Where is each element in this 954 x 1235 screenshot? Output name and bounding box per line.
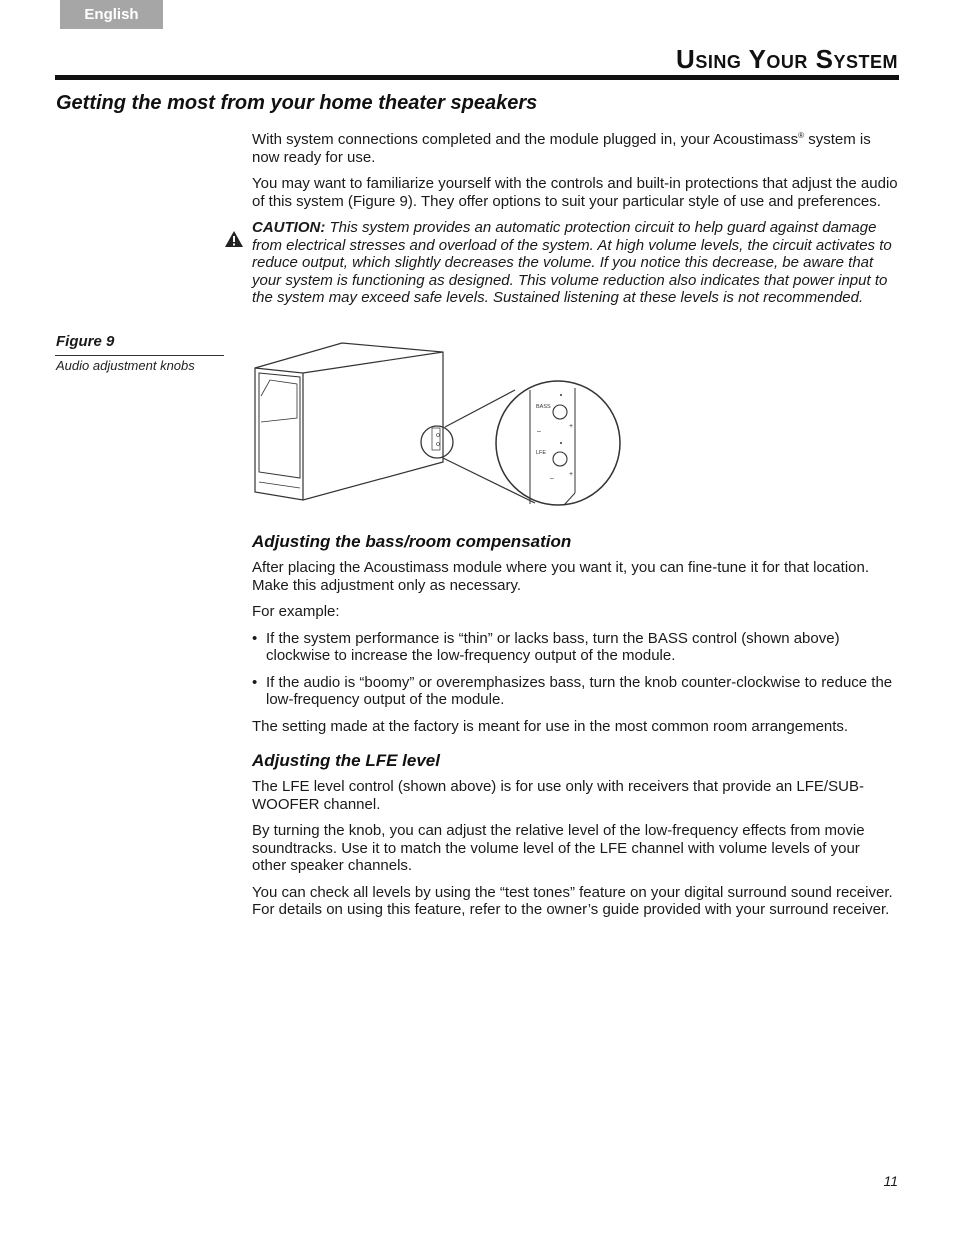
lfe-heading: Adjusting the LFE level <box>252 751 440 770</box>
bullet-dot: • <box>252 673 258 691</box>
lfe-block <box>252 778 898 919</box>
intro-block <box>252 127 898 307</box>
figure-label: Figure 9 <box>56 333 115 350</box>
bass-knob-label: BASS <box>536 404 551 410</box>
language-tab[interactable]: English <box>60 0 163 29</box>
intro-paragraph-1 <box>252 127 898 166</box>
lfe-plus-sign: + <box>569 471 574 478</box>
lfe-minus-sign: – <box>550 475 554 482</box>
intro-text-end: system is now ready for use. <box>252 131 871 166</box>
bass-paragraph-2: For example: <box>252 603 340 620</box>
caution-paragraph <box>252 219 898 307</box>
lfe-paragraph-1: The LFE level control (shown above) is for use only with receivers that provide an LFE/SUB-WOOFER channel. <box>252 778 864 813</box>
bass-paragraph-1: After placing the Acoustimass module where you want it, you can fine-tune it for that location. Make this adjustment only as necessary. <box>252 559 869 594</box>
warning-icon <box>224 230 244 248</box>
figure-caption: Audio adjustment knobs <box>56 358 195 373</box>
caution-text: This system provides an automatic protection circuit to help guard against damage from electrical stresses and overload of the system. At high volume levels, the circuit activates to reduce output, which slightly decreases the volume. If you notice this decrease, be aware that your system is functioning as designed. This volume reduction also indicates that power input to the system may exceed safe levels. Sustained listening at these levels is not recommended. <box>252 219 892 306</box>
section-heading: Getting the most from your home theater speakers <box>56 92 538 114</box>
bass-bullet-2 <box>252 674 898 709</box>
bullet-text: If the audio is “boomy” or overemphasizes bass, turn the knob counter-clockwise to reduce the low-frequency output of the module. <box>266 673 893 708</box>
page-title: Using Your System <box>676 44 898 74</box>
bass-paragraph-3: The setting made at the factory is meant for use in the most common room arrangements. <box>252 717 849 735</box>
registered-mark: ® <box>798 131 805 140</box>
lfe-paragraph-3: You can check all levels by using the “test tones” feature on your digital surround sound receiver. For details on using this feature, refer to the owner’s guide provided with your surround receiver. <box>252 883 893 918</box>
module-illustration <box>250 340 630 512</box>
lfe-paragraph-2: By turning the knob, you can adjust the relative level of the low-frequency effects from movie soundtracks. Use it to match the volume level of the LFE channel with volume levels of your other speaker channels. <box>252 822 865 874</box>
title-rule <box>55 75 899 80</box>
bullet-text: If the system performance is “thin” or lacks bass, turn the BASS control (shown above) clockwise to increase the low-frequency output of the module. <box>266 629 840 664</box>
intro-paragraph-2: You may want to familiarize yourself with the controls and built-in protections that adjust the audio of this system (Figure 9). They offer options to suit your particular style of use and preferences. <box>252 175 898 210</box>
intro-text: With system connections completed and the module plugged in, your Acoustimass <box>252 131 799 148</box>
caution-lead: CAUTION: <box>252 219 326 236</box>
bass-plus-sign: + <box>569 423 574 430</box>
bass-heading: Adjusting the bass/room compensation <box>252 532 572 551</box>
figure-rule <box>55 355 224 356</box>
bullet-dot: • <box>252 629 258 647</box>
lfe-knob-label: LFE <box>536 450 547 456</box>
bass-minus-sign: – <box>537 428 541 435</box>
bass-bullet-1 <box>252 630 898 665</box>
bass-block <box>252 559 898 735</box>
page-number: 11 <box>883 1173 898 1189</box>
